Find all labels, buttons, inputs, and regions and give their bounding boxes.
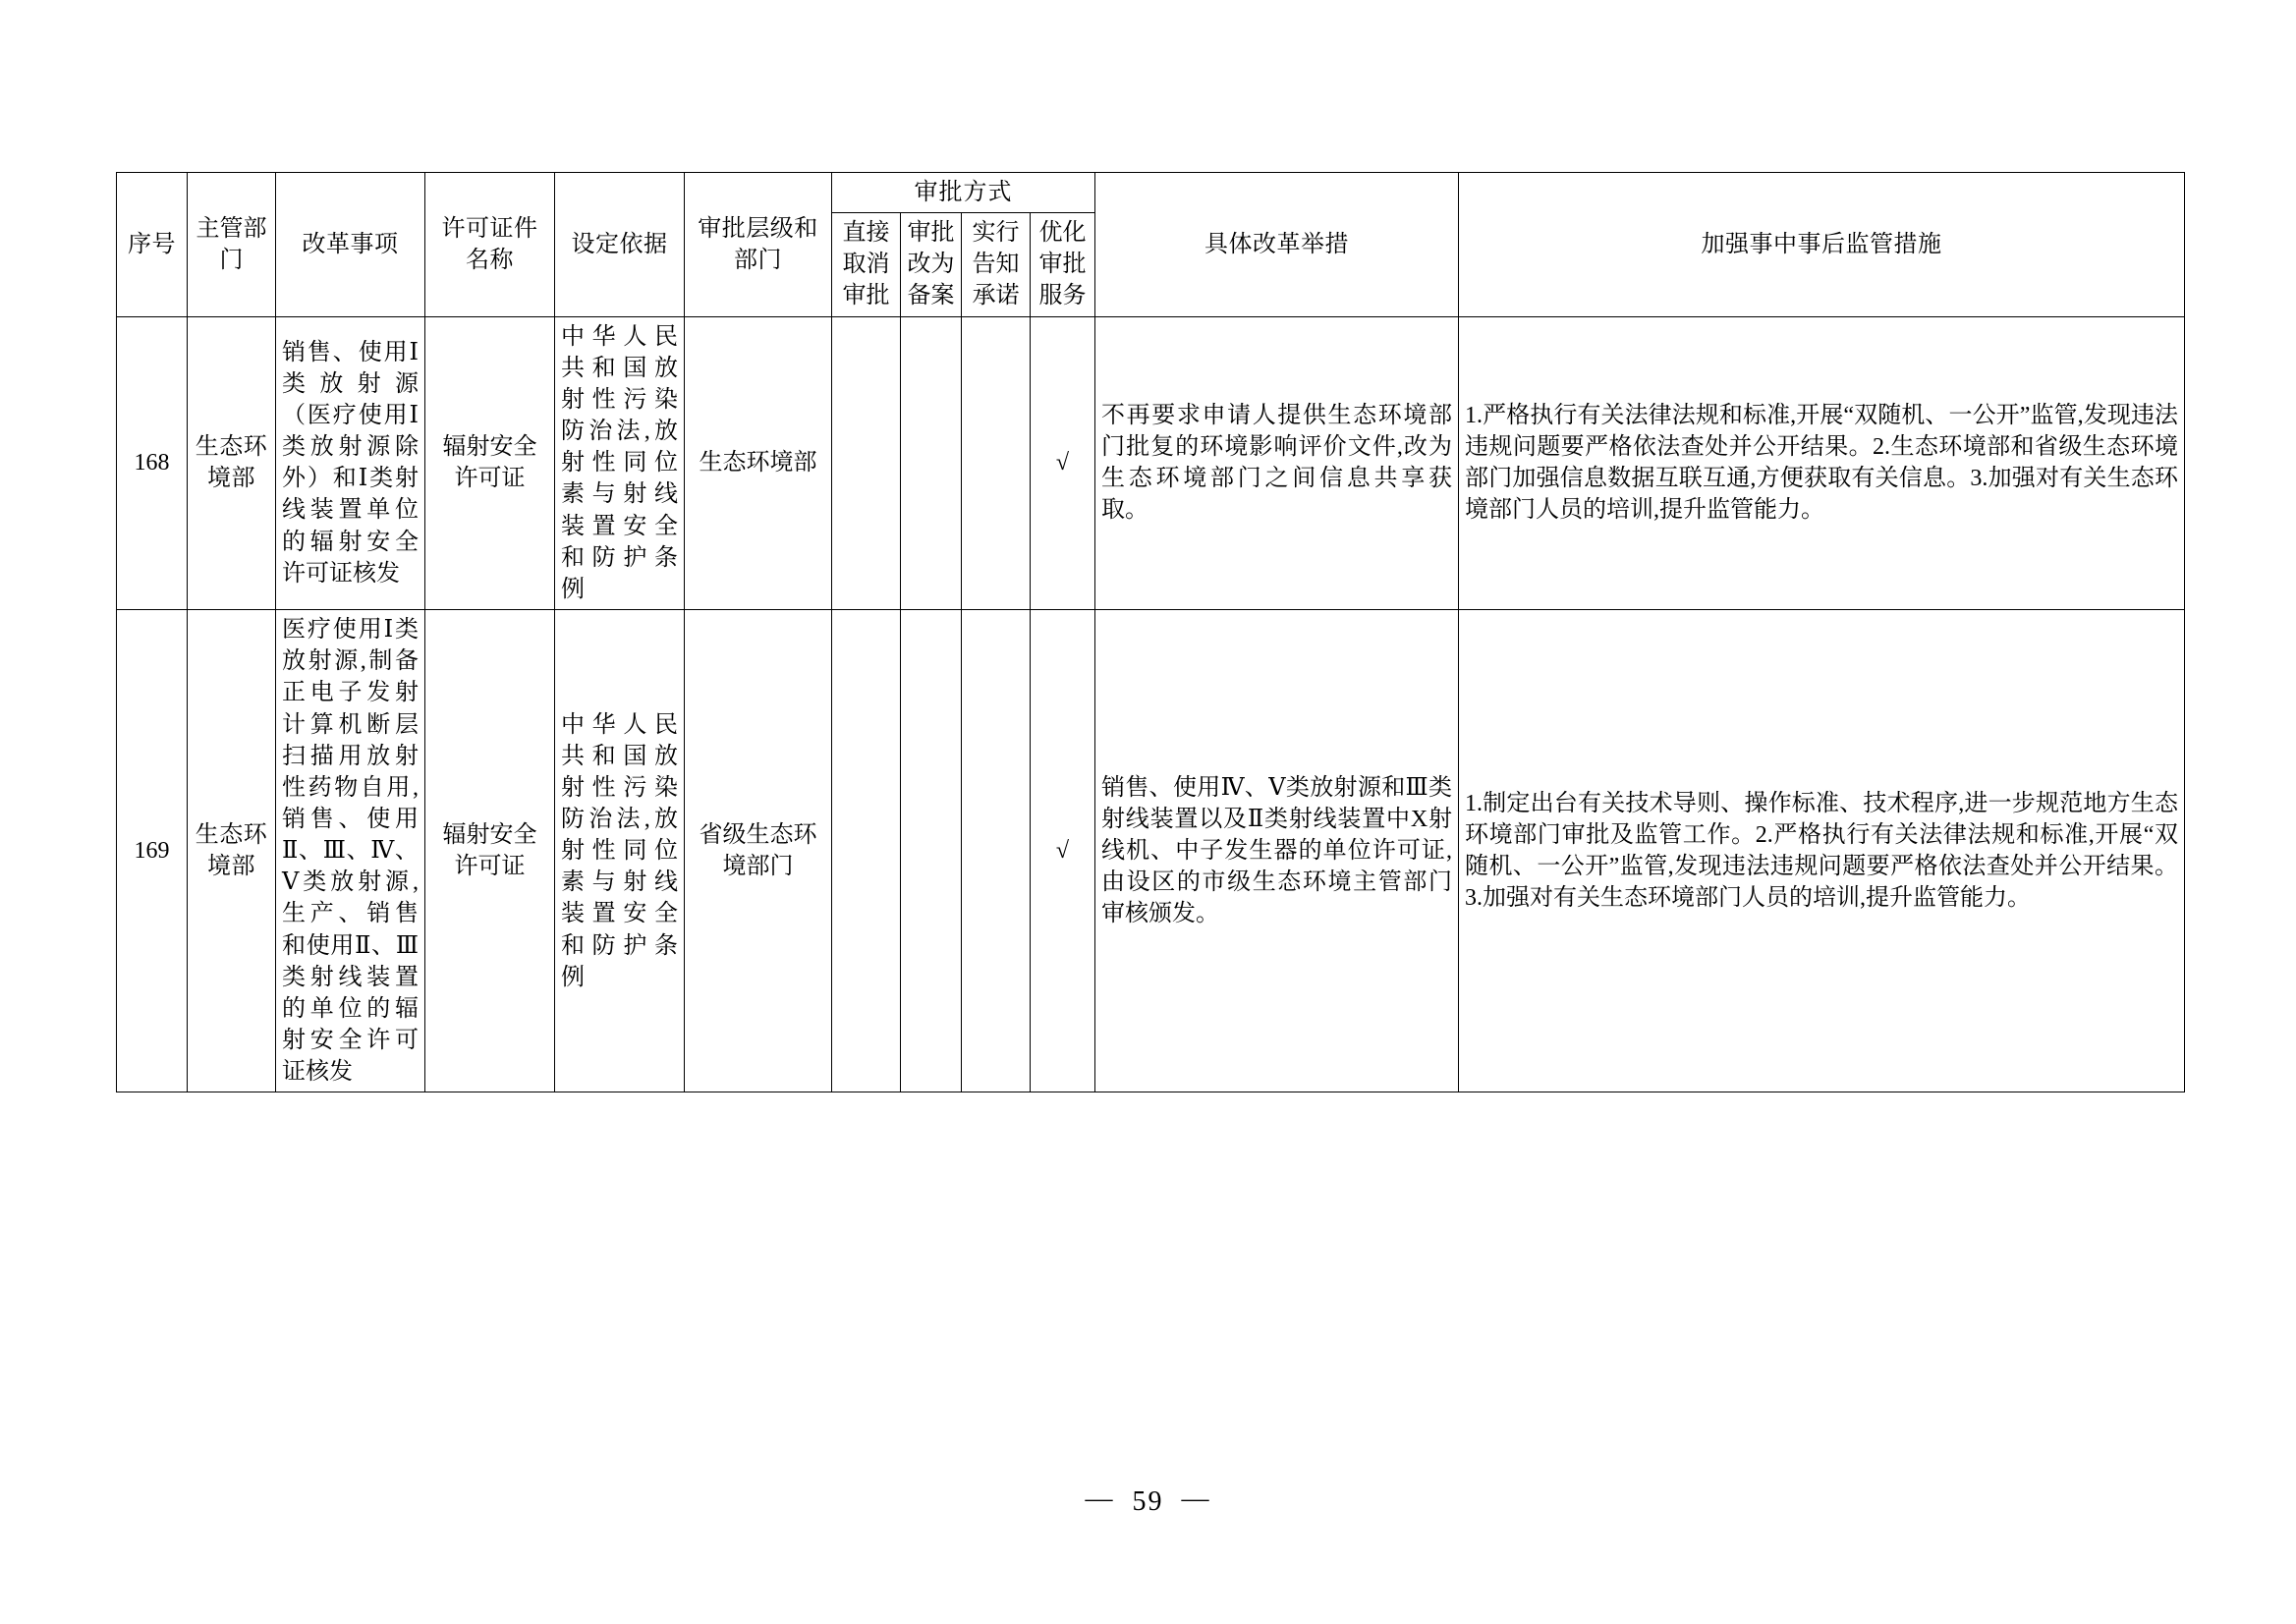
- page-dash-left: —: [1085, 1484, 1115, 1514]
- table-row: [117, 610, 2185, 1092]
- page-number: [0, 1484, 2296, 1518]
- cell-mode-cancel: [832, 610, 901, 1092]
- cell-seq: 168: [117, 316, 188, 609]
- cell-mode-commit: [962, 316, 1031, 609]
- header-measures: 具体改革举措: [1095, 173, 1459, 317]
- header-seq: 序号: [117, 173, 188, 317]
- header-level: 审批层级和部门: [685, 173, 832, 317]
- cell-measures: 不再要求申请人提供生态环境部门批复的环境影响评价文件,改为生态环境部门之间信息共享获取。: [1095, 316, 1459, 609]
- header-mode-optimize: 优化审批服务: [1031, 213, 1095, 316]
- cell-cert: 辐射安全许可证: [425, 610, 555, 1092]
- cell-cert: 辐射安全许可证: [425, 316, 555, 609]
- cell-measures: 销售、使用Ⅳ、Ⅴ类放射源和Ⅲ类射线装置以及Ⅱ类射线装置中X射线机、中子发生器的单位许可证,由设区的市级生态环境主管部门审核颁发。: [1095, 610, 1459, 1092]
- header-mode-commit: 实行告知承诺: [962, 213, 1031, 316]
- table-row: [117, 316, 2185, 609]
- header-approval-mode-group: 审批方式: [832, 173, 1095, 213]
- cell-item: 医疗使用Ⅰ类放射源,制备正电子发射计算机断层扫描用放射性药物自用,销售、使用Ⅱ、Ⅲ、Ⅳ、Ⅴ类放射源,生产、销售和使用Ⅱ、Ⅲ类射线装置的单位的辐射安全许可证核发: [276, 610, 425, 1092]
- header-mode-cancel: 直接取消审批: [832, 213, 901, 316]
- header-cert: 许可证件名称: [425, 173, 555, 317]
- header-mode-record: 审批改为备案: [901, 213, 962, 316]
- cell-supervision: 1.严格执行有关法律法规和标准,开展“双随机、一公开”监管,发现违法违规问题要严格依法查处并公开结果。2.生态环境部和省级生态环境部门加强信息数据互联互通,方便获取有关信息。3.加强对有关生态环境部门人员的培训,提升监管能力。: [1459, 316, 2185, 609]
- table-header: [117, 173, 2185, 317]
- cell-basis: 中华人民共和国放射性污染防治法,放射性同位素与射线装置安全和防护条例: [555, 610, 685, 1092]
- header-dept: 主管部门: [188, 173, 276, 317]
- header-basis: 设定依据: [555, 173, 685, 317]
- cell-seq: 169: [117, 610, 188, 1092]
- header-supervision: 加强事中事后监管措施: [1459, 173, 2185, 317]
- table-header-row-1: [117, 173, 2185, 213]
- cell-supervision: 1.制定出台有关技术导则、操作标准、技术程序,进一步规范地方生态环境部门审批及监管工作。2.严格执行有关法律法规和标准,开展“双随机、一公开”监管,发现违法违规问题要严格依法查处并公开结果。3.加强对有关生态环境部门人员的培训,提升监管能力。: [1459, 610, 2185, 1092]
- cell-mode-record: [901, 316, 962, 609]
- page-number-value: 59: [1132, 1486, 1164, 1517]
- cell-basis: 中华人民共和国放射性污染防治法,放射性同位素与射线装置安全和防护条例: [555, 316, 685, 609]
- header-item: 改革事项: [276, 173, 425, 317]
- cell-level: 生态环境部: [685, 316, 832, 609]
- page-dash-right: —: [1181, 1484, 1211, 1514]
- cell-mode-record: [901, 610, 962, 1092]
- cell-mode-optimize: √: [1031, 610, 1095, 1092]
- cell-level: 省级生态环境部门: [685, 610, 832, 1092]
- cell-dept: 生态环境部: [188, 316, 276, 609]
- cell-item: 销售、使用Ⅰ类放射源（医疗使用Ⅰ类放射源除外）和Ⅰ类射线装置单位的辐射安全许可证核发: [276, 316, 425, 609]
- cell-mode-optimize: √: [1031, 316, 1095, 609]
- reform-items-table-wrapper: [116, 172, 2184, 1092]
- cell-mode-cancel: [832, 316, 901, 609]
- cell-dept: 生态环境部: [188, 610, 276, 1092]
- table-body: [117, 316, 2185, 1092]
- reform-items-table: [116, 172, 2185, 1092]
- cell-mode-commit: [962, 610, 1031, 1092]
